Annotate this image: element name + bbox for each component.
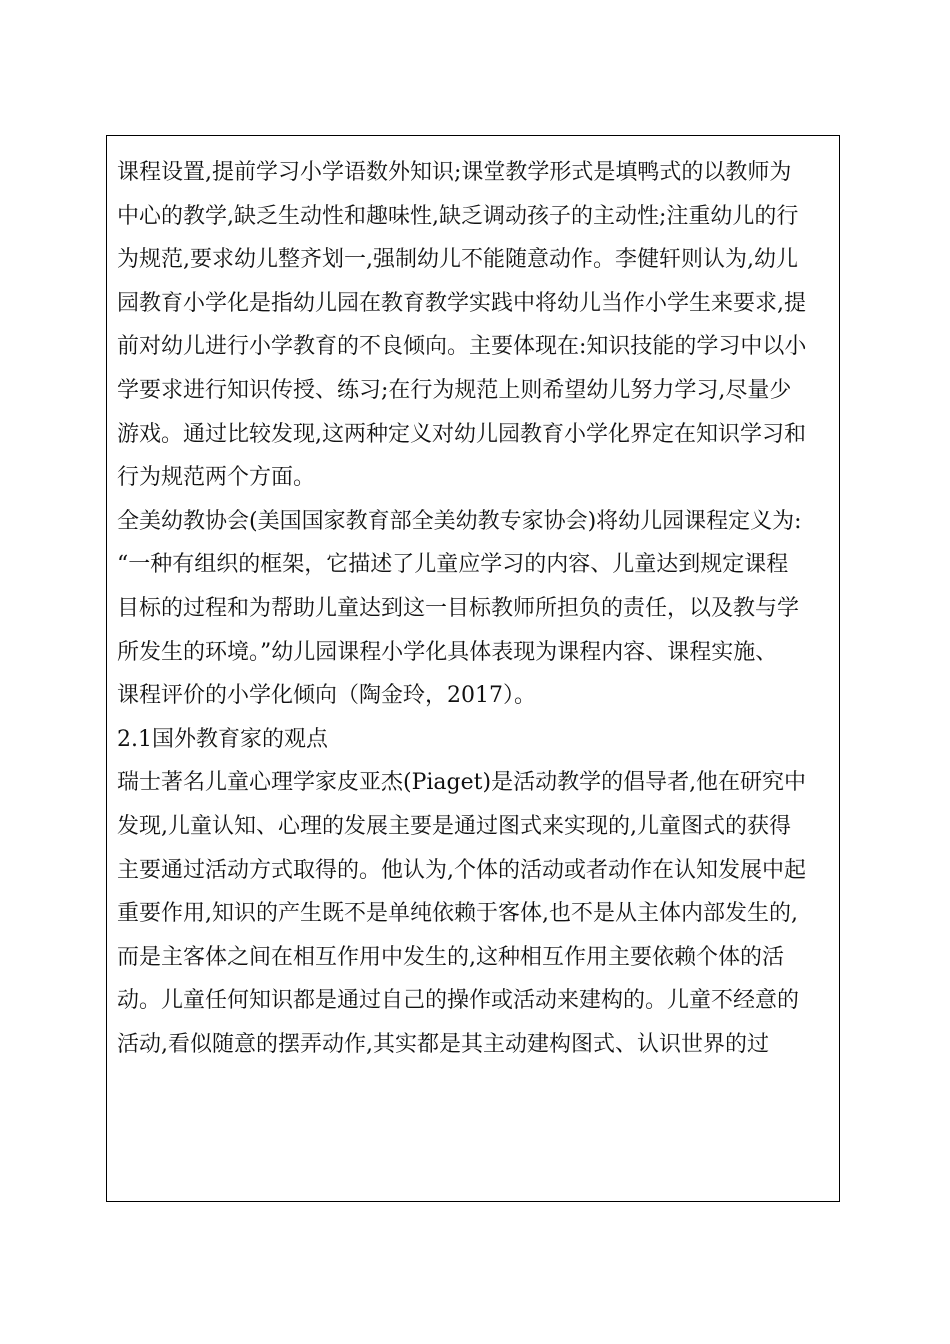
text-line: 前对幼儿进行小学教育的不良倾向。主要体现在:知识技能的学习中以小 — [117, 334, 807, 360]
text-line: 发现,儿童认知、心理的发展主要是通过图式来实现的,儿童图式的获得 — [117, 813, 791, 839]
text-line: 课程评价的小学化倾向（陶金玲，2017）。 — [117, 683, 536, 709]
text-frame — [106, 135, 840, 1202]
text-line: 主要通过活动方式取得的。他认为,个体的活动或者动作在认知发展中起 — [117, 857, 806, 883]
text-line: 目标的过程和为帮助儿童达到这一目标教师所担负的责任，以及教与学 — [117, 595, 800, 621]
text-line: 动。儿童任何知识都是通过自己的操作或活动来建构的。儿童不经意的 — [117, 988, 800, 1014]
section-heading — [117, 718, 833, 762]
paragraph-definitions — [117, 151, 833, 500]
text-line: 园教育小学化是指幼儿园在教育教学实践中将幼儿当作小学生来要求,提 — [117, 290, 806, 316]
document-body — [117, 151, 833, 1066]
text-line: “一种有组织的框架，它描述了儿童应学习的内容、儿童达到规定课程 — [117, 552, 789, 578]
text-line: 全美幼教协会(美国国家教育部全美幼教专家协会)将幼儿园课程定义为: — [117, 508, 802, 534]
paragraph-piaget — [117, 761, 833, 1066]
text-line: 重要作用,知识的产生既不是单纯依赖于客体,也不是从主体内部发生的, — [117, 901, 798, 927]
text-line: 课程设置,提前学习小学语数外知识;课堂教学形式是填鸭式的以教师为 — [117, 160, 792, 185]
heading-text: 2.1国外教育家的观点 — [117, 726, 328, 752]
text-line: 活动,看似随意的摆弄动作,其实都是其主动建构图式、认识世界的过 — [117, 1031, 769, 1057]
text-line: 游戏。通过比较发现,这两种定义对幼儿园教育小学化界定在知识学习和 — [117, 421, 806, 447]
text-line: 学要求进行知识传授、练习;在行为规范上则希望幼儿努力学习,尽量少 — [117, 377, 792, 403]
text-line: 而是主客体之间在相互作用中发生的,这种相互作用主要依赖个体的活 — [117, 944, 784, 970]
text-line: 为规范,要求幼儿整齐划一,强制幼儿不能随意动作。李健轩则认为,幼儿 — [117, 247, 798, 273]
text-line: 行为规范两个方面。 — [117, 465, 316, 491]
text-line: 中心的教学,缺乏生动性和趣味性,缺乏调动孩子的主动性;注重幼儿的行 — [117, 203, 799, 229]
paragraph-naeyc — [117, 500, 833, 718]
text-line: 瑞士著名儿童心理学家皮亚杰(Piaget)是活动教学的倡导者,他在研究中 — [117, 770, 807, 796]
text-line: 所发生的环境。”幼儿园课程小学化具体表现为课程内容、课程实施、 — [117, 639, 778, 665]
